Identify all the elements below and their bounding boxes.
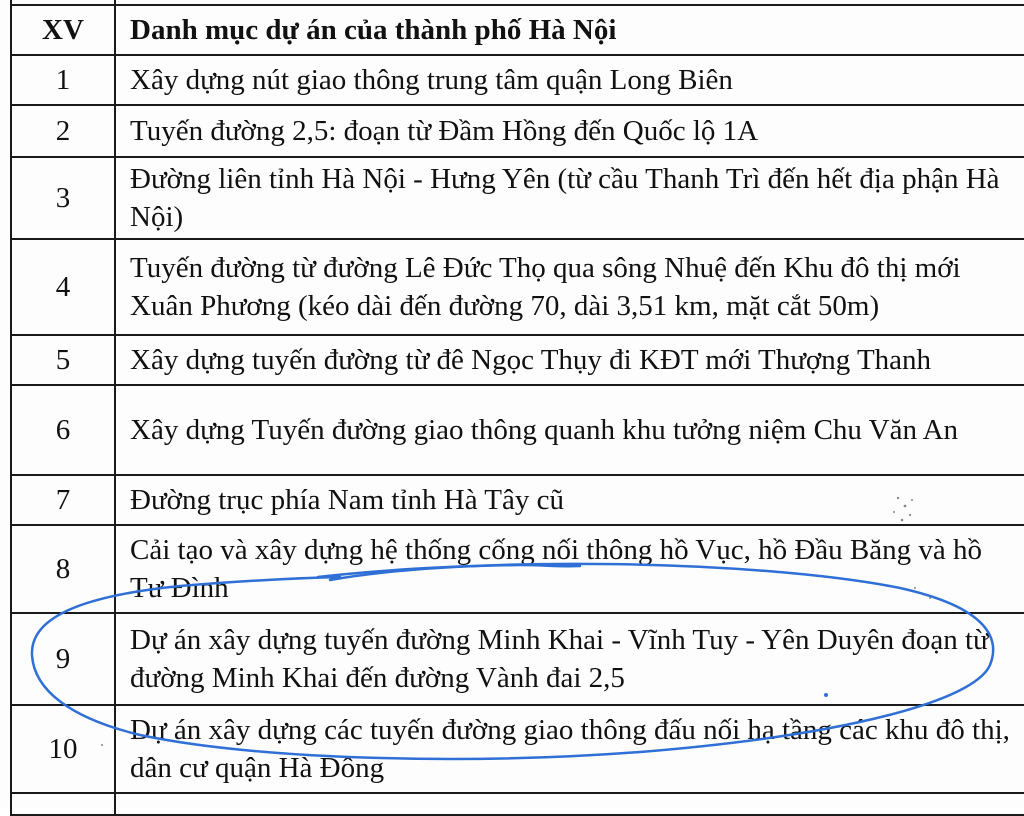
- table-row: [11, 613, 1024, 705]
- project-table: [10, 0, 1024, 816]
- section-title: Danh mục dự án của thành phố Hà Nội: [115, 5, 1024, 55]
- table-bottom-stub: [11, 793, 1024, 815]
- project-name: Tuyến đường 2,5: đoạn từ Đầm Hồng đến Quốc lộ 1A: [115, 105, 1024, 157]
- table-row: [11, 385, 1024, 475]
- table-row: [11, 525, 1024, 613]
- table-row: [11, 55, 1024, 105]
- project-name: Đường liên tỉnh Hà Nội - Hưng Yên (từ cầu Thanh Trì đến hết địa phận Hà Nội): [115, 157, 1024, 239]
- row-number: 9: [11, 613, 115, 705]
- project-name: Xây dựng tuyến đường từ đê Ngọc Thụy đi KĐT mới Thượng Thanh: [115, 335, 1024, 385]
- row-number: 3: [11, 157, 115, 239]
- project-name: Xây dựng nút giao thông trung tâm quận Long Biên: [115, 55, 1024, 105]
- table-row: [11, 705, 1024, 793]
- project-name: Xây dựng Tuyến đường giao thông quanh khu tưởng niệm Chu Văn An: [115, 385, 1024, 475]
- row-number: 4: [11, 239, 115, 335]
- table-row: [11, 239, 1024, 335]
- row-number: 5: [11, 335, 115, 385]
- row-number: 8: [11, 525, 115, 613]
- row-number: 2: [11, 105, 115, 157]
- table-row: [11, 157, 1024, 239]
- row-number: 7: [11, 475, 115, 525]
- project-name: Cải tạo và xây dựng hệ thống cống nối thông hồ Vục, hồ Đầu Băng và hồ Tư Đình: [115, 525, 1024, 613]
- project-name: Tuyến đường từ đường Lê Đức Thọ qua sông Nhuệ đến Khu đô thị mới Xuân Phương (kéo dài đến đường 70, dài 3,51 km, mặt cắt 50m): [115, 239, 1024, 335]
- table-row: [11, 475, 1024, 525]
- project-name: Dự án xây dựng tuyến đường Minh Khai - Vĩnh Tuy - Yên Duyên đoạn từ đường Minh Khai đến đường Vành đai 2,5: [115, 613, 1024, 705]
- row-number: 1: [11, 55, 115, 105]
- row-number: 10: [11, 705, 115, 793]
- section-code: XV: [11, 5, 115, 55]
- project-name: Dự án xây dựng các tuyến đường giao thông đấu nối hạ tầng các khu đô thị, dân cư quận Hà Đông: [115, 705, 1024, 793]
- table-row: [11, 105, 1024, 157]
- stub-cell: [115, 793, 1024, 815]
- project-name: Đường trục phía Nam tỉnh Hà Tây cũ: [115, 475, 1024, 525]
- section-header-row: [11, 5, 1024, 55]
- stub-cell: [11, 793, 115, 815]
- table-row: [11, 335, 1024, 385]
- row-number: 6: [11, 385, 115, 475]
